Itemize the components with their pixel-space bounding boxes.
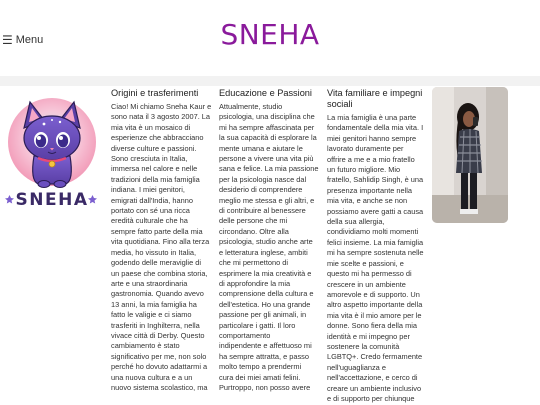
site-header [0, 0, 540, 76]
profile-photo [432, 87, 508, 223]
column-education [219, 88, 323, 393]
column-origins [111, 88, 215, 393]
column-body: Ciao! Mi chiamo Sneha Kaur e sono nata il 3 agosto 2007. La mia vita è un mosaico di esperienze che abbracciano diverse culture e passioni. Sono cresciuta in Italia, immersa nel calore e nelle tradizioni della mia famiglia indiana. I miei genitori, emigrati dall'India, hanno portato con sé una ricca eredità culturale che ha sempre fatto parte della mia vita quotidiana. Fino alla terza media, ho vissuto in Italia, godendo delle meraviglie di un paese che combina storia, arte e una straordinaria gastronomia. Quando avevo 13 anni, la mia famiglia ha fatto le valigie e ci siamo trasferiti in Inghilterra, nella vivace città di Derby. Questo cambiamento è stato significativo per me, non solo perché ho dovuto adattarmi a una nuova cultura e a un nuovo sistema scolastico, ma [111, 102, 212, 392]
column-heading: Vita familiare e impegni sociali [327, 88, 423, 109]
column-body: La mia famiglia è una parte fondamentale della mia vita. I miei genitori hanno sempre lavorato duramente per offrire a me e a mio fratello un futuro migliore. Mio fratello, Sahlidip Singh, è una presenza importante nella mia vita, e anche se non possiamo avere gatti a causa della sua allergia, condividiamo molti momenti felici insieme. La mia famiglia mi ha sempre sostenuta nelle mie scelte e passioni, e questo mi ha permesso di crescere in un ambiente amorevole e di supporto. Un altro aspetto importante della mia vita è il mio amore per le donne. Sono fiera della mia identità e mi impegno per sostenere la comunità LGBTQ+. Credo fermamente nell'uguaglianza e nell'accettazione, e cerco di creare un ambiente inclusivo e di supporto per chiunque [327, 113, 424, 403]
site-title[interactable]: SNEHA [220, 18, 320, 51]
main-content [0, 86, 540, 405]
column-heading: Origini e trasferimenti [111, 88, 199, 98]
column-family [327, 88, 430, 404]
column-heading: Educazione e Passioni [219, 88, 312, 98]
cat-mascot-logo [4, 94, 100, 212]
menu-label: Menu [15, 34, 44, 46]
hamburger-icon: ☰ [2, 33, 13, 47]
logo-text: SNEHA [15, 190, 89, 210]
column-body: Attualmente, studio psicologia, una disciplina che mi ha sempre affascinata per la sua capacità di esplorare la mente umana e aiutare le persone a vivere una vita più sana e felice. La mia passione per la psicologia nasce dal desiderio di comprendere meglio me stessa e gli altri, e di contribuire al benessere delle persone che mi circondano. Oltre alla psicologia, studio anche arte e letteratura inglese, ambiti che mi permettono di esprimere la mia creatività e di approfondire la mia comprensione della cultura e dell'estetica. Ho una grande passione per gli animali, in particolare i gatti. Il loro comportamento indipendente e affettuoso mi ha sempre attratta, e passo molto tempo a prendermi cura dei miei amati felini. Purtroppo, non posso avere [219, 102, 319, 392]
header-divider [0, 76, 540, 86]
